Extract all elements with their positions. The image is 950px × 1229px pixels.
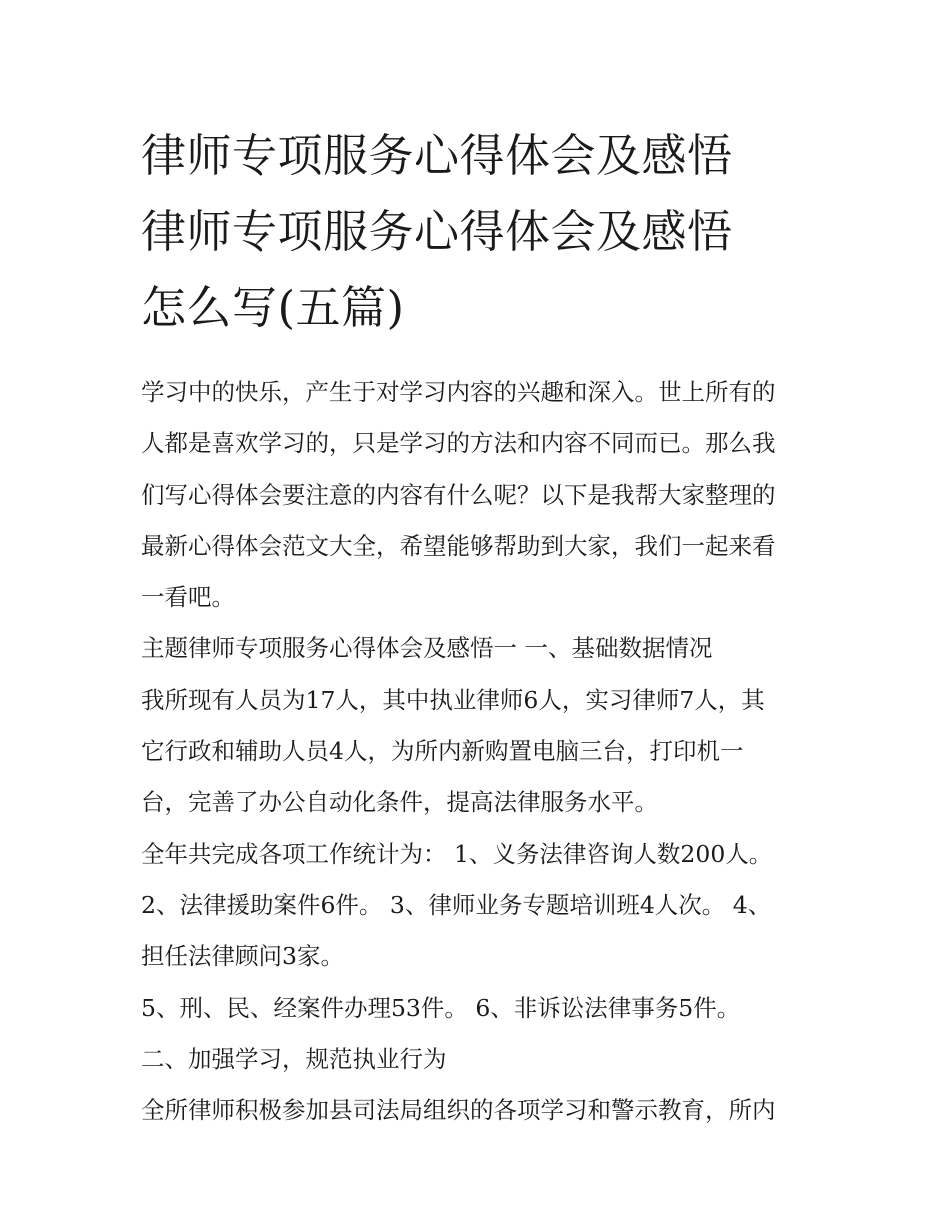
statistics-paragraph xyxy=(141,829,813,983)
title-line: 律师专项服务心得体会及感悟 xyxy=(141,129,733,182)
intro-paragraph xyxy=(141,367,813,623)
text-line: 全年共完成各项工作统计为： 1、义务法律咨询人数200人。 xyxy=(141,839,773,868)
document-page xyxy=(141,118,813,1136)
document-body xyxy=(141,367,813,1136)
text-line: 2、法律援助案件6件。 3、律师业务专题培训班4人次。 4、 xyxy=(141,890,772,919)
text-line: 台，完善了办公自动化条件，提高法律服务水平。 xyxy=(141,788,658,817)
title-line: 律师专项服务心得体会及感悟 xyxy=(141,205,733,258)
text-line: 主题律师专项服务心得体会及感悟一 一、基础数据情况 xyxy=(141,634,713,663)
text-line: 我所现有人员为17人，其中执业律师6人，实习律师7人，其 xyxy=(141,685,765,714)
text-line: 它行政和辅助人员4人，为所内新购置电脑三台，打印机一 xyxy=(141,737,744,766)
document-title xyxy=(141,118,813,346)
text-line: 二、加强学习，规范执业行为 xyxy=(141,1044,447,1073)
staff-paragraph xyxy=(141,675,813,829)
text-line: 5、刑、民、经案件办理53件。 6、非诉讼法律事务5件。 xyxy=(141,993,741,1022)
section-heading xyxy=(141,1034,813,1085)
title-line: 怎么写(五篇) xyxy=(141,281,405,334)
text-line: 学习中的快乐，产生于对学习内容的兴趣和深入。世上所有的 xyxy=(141,378,776,406)
cases-paragraph xyxy=(141,983,813,1034)
text-line: 们写心得体会要注意的内容有什么呢？以下是我帮大家整理的 xyxy=(141,480,776,509)
text-line: 一看吧。 xyxy=(141,583,235,612)
study-paragraph xyxy=(141,1085,813,1136)
text-line: 担任法律顾问3家。 xyxy=(141,942,344,971)
section-heading xyxy=(141,623,813,674)
text-line: 全所律师积极参加县司法局组织的各项学习和警示教育，所内 xyxy=(141,1096,776,1125)
text-line: 人都是喜欢学习的，只是学习的方法和内容不同而已。那么我 xyxy=(141,429,776,458)
text-line: 最新心得体会范文大全，希望能够帮助到大家，我们一起来看 xyxy=(141,531,776,560)
